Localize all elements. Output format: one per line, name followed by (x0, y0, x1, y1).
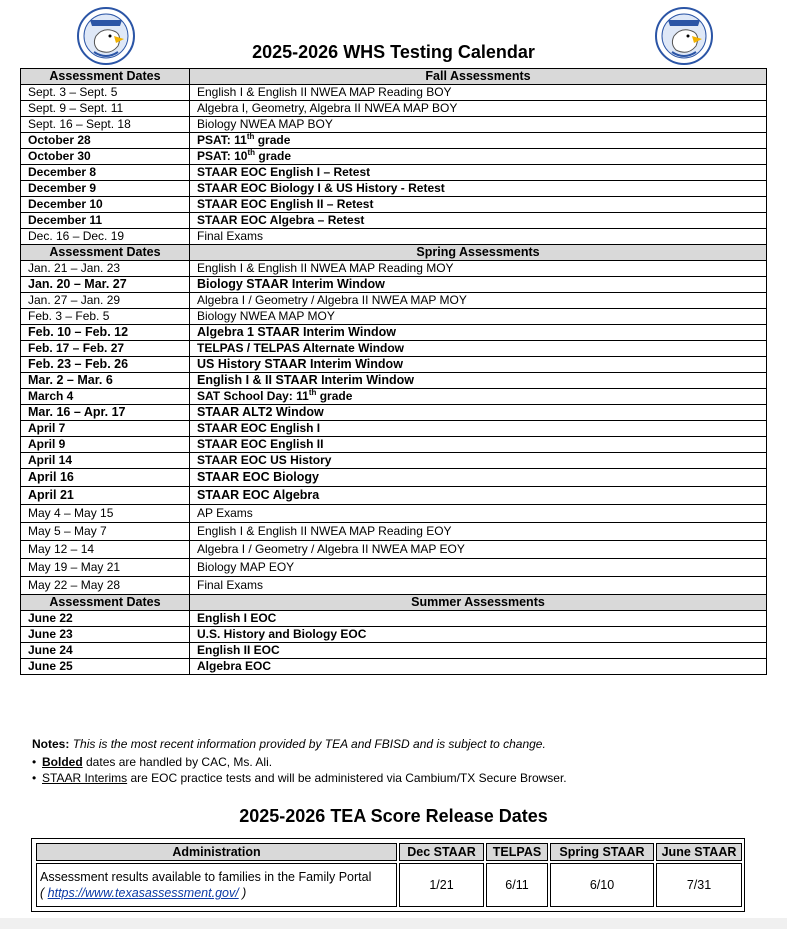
ordinal-suffix: th (247, 148, 256, 157)
section-header-row (21, 245, 767, 261)
description-text: Assessment results available to families in the Family Portal (40, 870, 372, 884)
assessment-text-tail: grade (316, 389, 353, 403)
assessment-text: U.S. History and Biology EOC (197, 627, 367, 641)
table-row (21, 197, 767, 213)
assessment-text: Biology MAP EOY (197, 560, 295, 574)
assessment-name (190, 117, 767, 133)
assessment-text: STAAR EOC US History (197, 453, 332, 467)
table-row (21, 487, 767, 505)
table-row (21, 181, 767, 197)
header-telpas: TELPAS (486, 843, 548, 861)
assessment-date: May 5 – May 7 (21, 523, 190, 541)
header-assessment-dates: Assessment Dates (21, 245, 190, 261)
score-release-title: 2025-2026 TEA Score Release Dates (239, 806, 548, 826)
table-row (21, 261, 767, 277)
assessment-text: STAAR EOC Algebra – Retest (197, 213, 365, 227)
notes-line (32, 736, 567, 752)
table-row (21, 453, 767, 469)
assessment-date: Dec. 16 – Dec. 19 (21, 229, 190, 245)
header-season-assessments: Summer Assessments (190, 595, 767, 611)
section-header-row (21, 69, 767, 85)
section-header-row (21, 595, 767, 611)
link-close: ) (238, 886, 247, 900)
table-row (21, 523, 767, 541)
assessment-date: Feb. 23 – Feb. 26 (21, 357, 190, 373)
assessment-name (190, 309, 767, 325)
table-row (21, 659, 767, 675)
assessment-name (190, 389, 767, 405)
assessment-text: STAAR EOC English II (197, 437, 324, 451)
table-row (21, 469, 767, 487)
assessment-name (190, 293, 767, 309)
assessment-date: Feb. 10 – Feb. 12 (21, 325, 190, 341)
assessment-date: May 19 – May 21 (21, 559, 190, 577)
header-assessment-dates: Assessment Dates (21, 595, 190, 611)
assessment-text: AP Exams (197, 506, 253, 520)
assessment-name (190, 643, 767, 659)
table-row (21, 421, 767, 437)
assessment-name (190, 149, 767, 165)
bullet-text: are EOC practice tests and will be administered via Cambium/TX Secure Browser. (127, 771, 567, 785)
assessment-name (190, 197, 767, 213)
assessment-text: TELPAS / TELPAS Alternate Window (197, 341, 405, 355)
assessment-text: English I & II STAAR Interim Window (197, 373, 415, 387)
notes-bullet (32, 754, 567, 770)
assessment-name (190, 505, 767, 523)
assessment-date: April 16 (21, 469, 190, 487)
assessment-date: Sept. 9 – Sept. 11 (21, 101, 190, 117)
assessment-name (190, 101, 767, 117)
assessment-text: English I EOC (197, 611, 277, 625)
assessment-date: May 4 – May 15 (21, 505, 190, 523)
dec-staar-date: 1/21 (399, 863, 484, 907)
assessment-date: Sept. 16 – Sept. 18 (21, 117, 190, 133)
bullet-underlined-term: Bolded (42, 755, 83, 769)
spring-staar-date: 6/10 (550, 863, 654, 907)
assessment-text: PSAT: 10 (197, 149, 248, 163)
bullet-underlined-term: STAAR Interims (42, 771, 128, 785)
score-release-table-frame (31, 838, 745, 912)
header-season-assessments: Fall Assessments (190, 69, 767, 85)
table-row (21, 627, 767, 643)
assessment-name (190, 261, 767, 277)
assessment-name (190, 341, 767, 357)
table-row (21, 101, 767, 117)
assessment-name (190, 437, 767, 453)
table-row (21, 559, 767, 577)
assessment-name (190, 611, 767, 627)
header-spring-staar: Spring STAAR (550, 843, 654, 861)
ordinal-suffix: th (246, 132, 255, 141)
table-row (21, 229, 767, 245)
assessment-text: Final Exams (197, 578, 264, 592)
assessment-date: Feb. 17 – Feb. 27 (21, 341, 190, 357)
assessment-name (190, 405, 767, 421)
assessment-name (190, 277, 767, 293)
table-row (21, 357, 767, 373)
assessment-date: Mar. 2 – Mar. 6 (21, 373, 190, 389)
table-row (21, 405, 767, 421)
assessment-name (190, 181, 767, 197)
table-row (21, 611, 767, 627)
assessment-text: Algebra I / Geometry / Algebra II NWEA MAP MOY (197, 293, 467, 307)
assessment-date: December 11 (21, 213, 190, 229)
header-administration: Administration (36, 843, 397, 861)
assessment-name (190, 229, 767, 245)
assessment-date: April 14 (21, 453, 190, 469)
assessment-date: Jan. 27 – Jan. 29 (21, 293, 190, 309)
assessment-text: STAAR EOC Biology (197, 470, 319, 484)
assessment-text: English I & English II NWEA MAP Reading EOY (197, 524, 452, 538)
texas-assessment-link[interactable]: https://www.texasassessment.gov/ (47, 886, 239, 900)
assessment-name (190, 357, 767, 373)
assessment-name (190, 487, 767, 505)
table-row (21, 213, 767, 229)
table-row (21, 133, 767, 149)
assessment-name (190, 325, 767, 341)
assessment-name (190, 133, 767, 149)
assessment-text: STAAR EOC English I (197, 421, 321, 435)
table-row (21, 277, 767, 293)
notes-bullet (32, 770, 567, 786)
assessment-name (190, 523, 767, 541)
notes-section (32, 736, 567, 786)
assessment-date: May 22 – May 28 (21, 577, 190, 595)
ordinal-suffix: th (308, 388, 317, 397)
assessment-text: English I & English II NWEA MAP Reading MOY (197, 261, 454, 275)
header-season-assessments: Spring Assessments (190, 245, 767, 261)
assessment-name (190, 659, 767, 675)
assessment-date: Feb. 3 – Feb. 5 (21, 309, 190, 325)
assessment-date: June 22 (21, 611, 190, 627)
table-row (21, 165, 767, 181)
assessment-name (190, 85, 767, 101)
assessment-text: STAAR EOC English I – Retest (197, 165, 371, 179)
table-row (21, 373, 767, 389)
assessment-date: June 24 (21, 643, 190, 659)
assessment-text-tail: grade (255, 149, 292, 163)
notes-text: This is the most recent information provided by TEA and FBISD and is subject to change. (72, 737, 546, 751)
assessment-date: April 21 (21, 487, 190, 505)
administration-description (36, 863, 397, 907)
assessment-text: STAAR ALT2 Window (197, 405, 324, 419)
bullet-text: dates are handled by CAC, Ms. Ali. (82, 755, 273, 769)
header-assessment-dates: Assessment Dates (21, 69, 190, 85)
table-row (21, 325, 767, 341)
assessment-text: English I & English II NWEA MAP Reading BOY (197, 85, 452, 99)
june-staar-date: 7/31 (656, 863, 742, 907)
assessment-text: Algebra I, Geometry, Algebra II NWEA MAP BOY (197, 101, 458, 115)
link-open: ( (40, 886, 48, 900)
table-row (21, 149, 767, 165)
table-row (21, 309, 767, 325)
assessment-text: US History STAAR Interim Window (197, 357, 403, 371)
assessment-date: April 9 (21, 437, 190, 453)
table-row (21, 85, 767, 101)
assessment-text-tail: grade (254, 133, 291, 147)
assessment-date: June 25 (21, 659, 190, 675)
assessment-name (190, 421, 767, 437)
assessment-name (190, 541, 767, 559)
testing-calendar-table (20, 68, 767, 675)
assessment-date: March 4 (21, 389, 190, 405)
assessment-date: Sept. 3 – Sept. 5 (21, 85, 190, 101)
assessment-date: Jan. 20 – Mar. 27 (21, 277, 190, 293)
assessment-text: English II EOC (197, 643, 280, 657)
score-value-row (36, 863, 742, 907)
assessment-date: May 12 – 14 (21, 541, 190, 559)
table-row (21, 293, 767, 309)
table-row (21, 505, 767, 523)
assessment-text: Algebra 1 STAAR Interim Window (197, 325, 396, 339)
page-title: 2025-2026 WHS Testing Calendar (252, 42, 535, 62)
table-row (21, 643, 767, 659)
score-header-row (36, 843, 742, 861)
table-row (21, 437, 767, 453)
assessment-date: October 30 (21, 149, 190, 165)
table-row (21, 577, 767, 595)
assessment-text: PSAT: 11 (197, 133, 247, 147)
assessment-name (190, 213, 767, 229)
table-row (21, 341, 767, 357)
assessment-date: October 28 (21, 133, 190, 149)
assessment-text: STAAR EOC Biology I & US History - Retest (197, 181, 445, 195)
assessment-name (190, 165, 767, 181)
assessment-name (190, 627, 767, 643)
header-june-staar: June STAAR (656, 843, 742, 861)
telpas-date: 6/11 (486, 863, 548, 907)
assessment-text: Biology NWEA MAP BOY (197, 117, 333, 131)
assessment-text: Algebra EOC (197, 659, 272, 673)
assessment-date: Mar. 16 – Apr. 17 (21, 405, 190, 421)
assessment-name (190, 453, 767, 469)
assessment-name (190, 373, 767, 389)
assessment-text: Algebra I / Geometry / Algebra II NWEA MAP EOY (197, 542, 465, 556)
table-row (21, 541, 767, 559)
assessment-name (190, 577, 767, 595)
assessment-name (190, 469, 767, 487)
table-row (21, 389, 767, 405)
assessment-date: December 10 (21, 197, 190, 213)
assessment-date: June 23 (21, 627, 190, 643)
assessment-text: Biology NWEA MAP MOY (197, 309, 335, 323)
assessment-text: Final Exams (197, 229, 264, 243)
table-row (21, 117, 767, 133)
assessment-name (190, 559, 767, 577)
assessment-date: Jan. 21 – Jan. 23 (21, 261, 190, 277)
assessment-date: December 9 (21, 181, 190, 197)
assessment-date: December 8 (21, 165, 190, 181)
header-dec-staar: Dec STAAR (399, 843, 484, 861)
notes-label: Notes: (32, 737, 70, 751)
score-release-table (34, 841, 744, 909)
assessment-text: SAT School Day: 11 (197, 389, 309, 403)
assessment-date: April 7 (21, 421, 190, 437)
assessment-text: Biology STAAR Interim Window (197, 277, 385, 291)
assessment-text: STAAR EOC Algebra (197, 488, 320, 502)
assessment-text: STAAR EOC English II – Retest (197, 197, 374, 211)
